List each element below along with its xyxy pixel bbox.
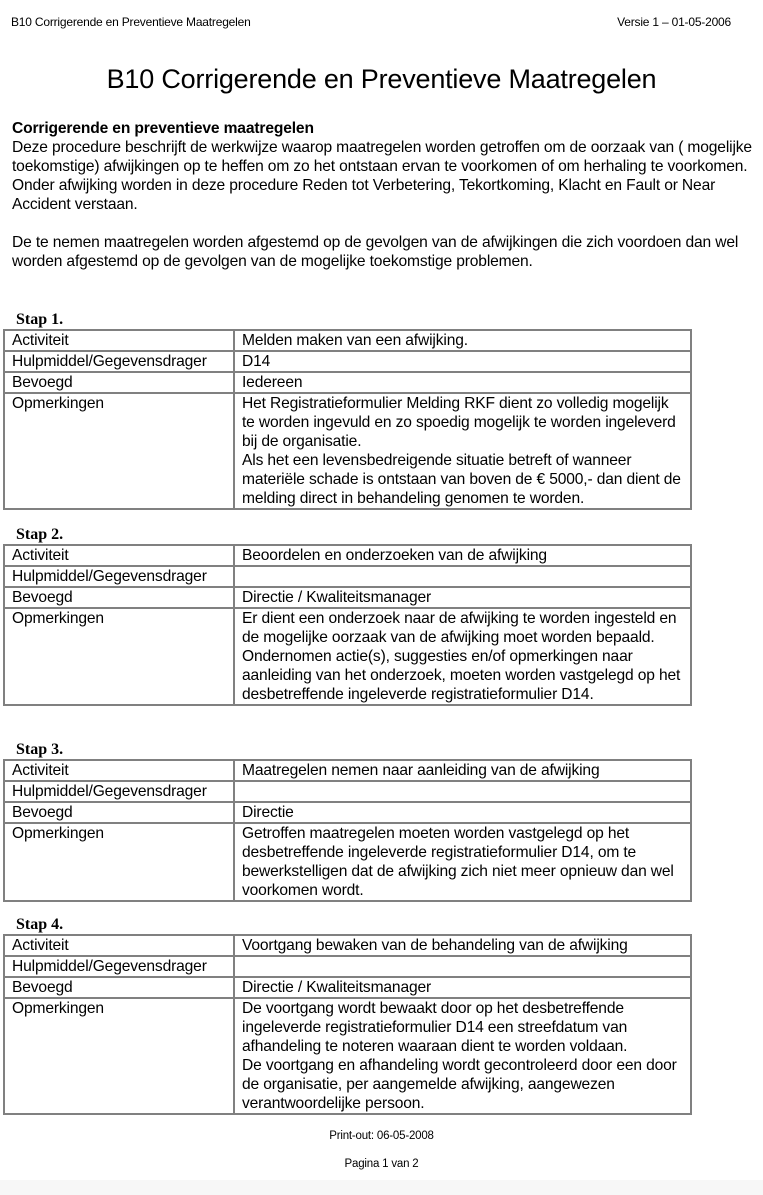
bevoegd-value: Iedereen [234,372,691,393]
page-bottom-edge [0,1180,763,1195]
table-row [4,372,691,393]
opmerkingen-value [234,608,691,705]
row-label-opmerkingen: Opmerkingen [4,608,234,705]
row-label-hulpmiddel: Hulpmiddel/Gegevensdrager [4,956,234,977]
step-label: Stap 1. [16,311,64,328]
step-table [3,759,692,902]
row-label-hulpmiddel: Hulpmiddel/Gegevensdrager [4,566,234,587]
activiteit-value: Voortgang bewaken van de behandeling van de afwijking [234,935,691,956]
footer-printout: Print-out: 06-05-2008 [329,1130,434,1142]
table-row [4,802,691,823]
row-label-opmerkingen: Opmerkingen [4,393,234,509]
row-label-activiteit: Activiteit [4,935,234,956]
table-row [4,351,691,372]
step-1 [3,311,692,510]
table-row [4,781,691,802]
document-title: B10 Corrigerende en Preventieve Maatregelen [106,64,657,94]
intro-paragraph-2: Onder afwijking worden in deze procedure Reden tot Verbetering, Tekortkoming, Klacht en Fault or Near Accident verstaan. [12,177,716,213]
intro-heading: Corrigerende en preventieve maatregelen [12,120,314,137]
opmerkingen-line: De voortgang en afhandeling wordt gecontroleerd door een door de organisatie, per aangemelde afwijking, aangewezen verantwoordelijke persoon. [242,1057,677,1112]
bevoegd-value: Directie / Kwaliteitsmanager [234,977,691,998]
hulpmiddel-value [234,956,691,977]
step-table [3,544,692,706]
intro-paragraph-3: De te nemen maatregelen worden afgestemd op de gevolgen van de afwijkingen die zich voordoen dan wel worden afgestemd op de gevolgen van de mogelijke toekomstige problemen. [12,234,739,270]
step-2 [3,526,692,706]
row-label-bevoegd: Bevoegd [4,977,234,998]
opmerkingen-line: Getroffen maatregelen moeten worden vastgelegd op het desbetreffende ingeleverde registratieformulier D14, om te bewerkstelligen dat de afwijking zich niet meer opnieuw dan wel voorkomen wordt. [242,825,674,899]
row-label-bevoegd: Bevoegd [4,372,234,393]
activiteit-value: Melden maken van een afwijking. [234,330,691,351]
table-row [4,823,691,901]
page-header-version: Versie 1 – 01-05-2006 [617,15,731,29]
table-row [4,760,691,781]
opmerkingen-line: Het Registratieformulier Melding RKF dient zo volledig mogelijk te worden ingevuld en zo spoedig mogelijk te worden ingeleverd bij de organisatie. [242,395,676,450]
hulpmiddel-value [234,566,691,587]
table-row [4,545,691,566]
page-header-title: B10 Corrigerende en Preventieve Maatregelen [11,15,251,29]
row-label-opmerkingen: Opmerkingen [4,823,234,901]
intro-paragraph-1: Deze procedure beschrijft de werkwijze waarop maatregelen worden getroffen om de oorzaak van ( mogelijke toekomstige) afwijkingen op te heffen om zo het ontstaan ervan te voorkomen of om herhaling te voorkomen. [12,139,752,175]
opmerkingen-value [234,393,691,509]
opmerkingen-line: Als het een levensbedreigende situatie betreft of wanneer materiële schade is ontstaan van boven de € 5000,- dan dient de melding direct in behandeling genomen te worden. [242,452,681,507]
opmerkingen-value [234,823,691,901]
table-row [4,977,691,998]
row-label-bevoegd: Bevoegd [4,587,234,608]
row-label-activiteit: Activiteit [4,545,234,566]
step-table [3,934,692,1115]
intro-section [12,119,752,271]
table-row [4,587,691,608]
bevoegd-value: Directie [234,802,691,823]
table-row [4,566,691,587]
hulpmiddel-value: D14 [234,351,691,372]
opmerkingen-line: Er dient een onderzoek naar de afwijking te worden ingesteld en de mogelijke oorzaak van de afwijking moet worden bepaald. Ondernomen actie(s), suggesties en/of opmerkingen naar aanleiding van het onderzoek, moeten worden vastgelegd op het desbetreffende ingeleverde registratieformulier D14. [242,610,681,703]
row-label-hulpmiddel: Hulpmiddel/Gegevensdrager [4,351,234,372]
step-label: Stap 4. [16,916,64,933]
step-label: Stap 2. [16,526,64,543]
row-label-opmerkingen: Opmerkingen [4,998,234,1114]
step-table [3,329,692,510]
opmerkingen-line: De voortgang wordt bewaakt door op het desbetreffende ingeleverde registratieformulier D14 een streefdatum van afhandeling te noteren waaraan dient te worden voldaan. [242,1000,628,1055]
step-3 [3,741,692,902]
table-row [4,935,691,956]
row-label-activiteit: Activiteit [4,760,234,781]
table-row [4,956,691,977]
bevoegd-value: Directie / Kwaliteitsmanager [234,587,691,608]
hulpmiddel-value [234,781,691,802]
table-row [4,330,691,351]
table-row [4,608,691,705]
table-row [4,998,691,1114]
row-label-activiteit: Activiteit [4,330,234,351]
activiteit-value: Beoordelen en onderzoeken van de afwijking [234,545,691,566]
table-row [4,393,691,509]
row-label-bevoegd: Bevoegd [4,802,234,823]
opmerkingen-value [234,998,691,1114]
row-label-hulpmiddel: Hulpmiddel/Gegevensdrager [4,781,234,802]
step-4 [3,916,692,1115]
footer-page-number: Pagina 1 van 2 [344,1158,419,1170]
step-label: Stap 3. [16,741,64,758]
activiteit-value: Maatregelen nemen naar aanleiding van de afwijking [234,760,691,781]
